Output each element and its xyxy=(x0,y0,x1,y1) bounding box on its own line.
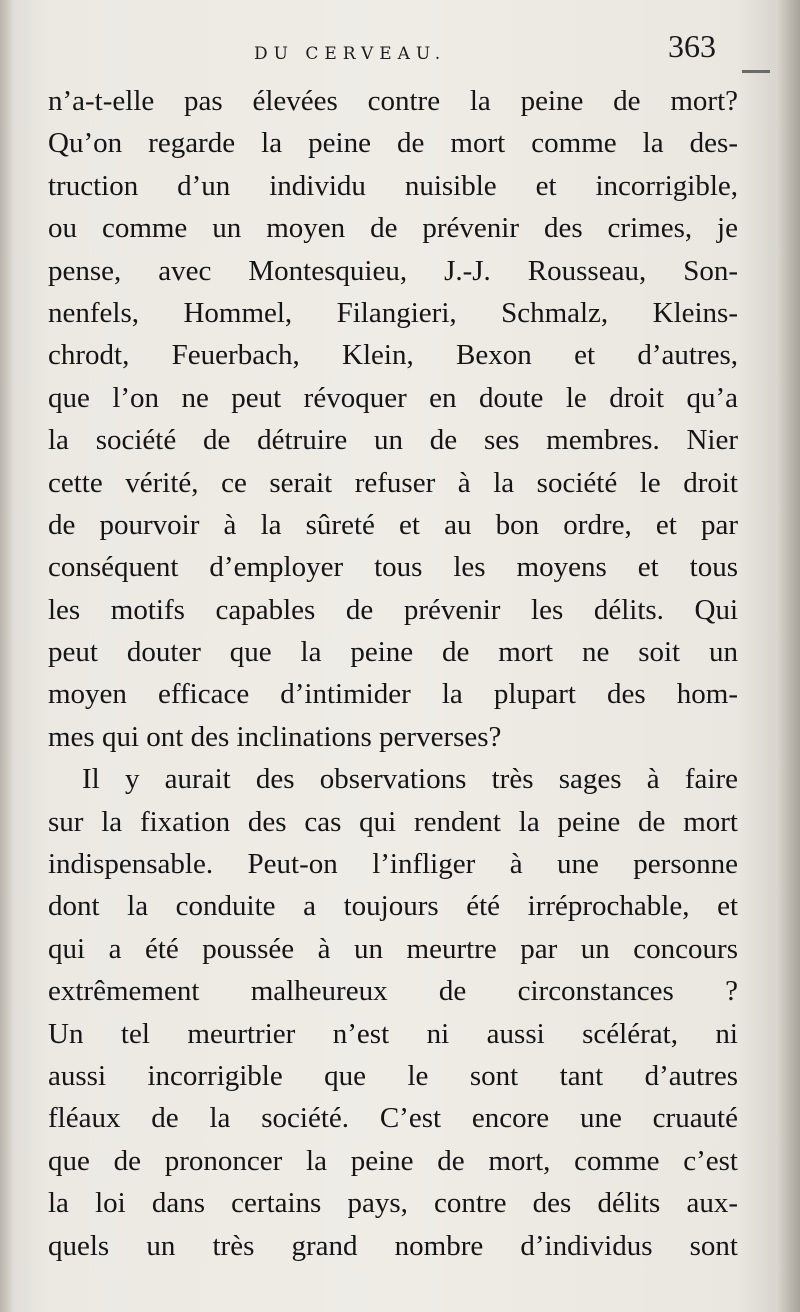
text-line: chrodt, Feuerbach, Klein, Bexon et d’autres, xyxy=(48,339,738,372)
text-line: n’a-t-elle pas élevées contre la peine de mort? xyxy=(48,85,738,117)
text-line: fléaux de la société. C’est encore une cruauté xyxy=(48,1102,738,1135)
margin-mark xyxy=(742,70,770,73)
text-line: Un tel meurtrier n’est ni aussi scélérat, ni xyxy=(48,1017,738,1050)
running-head: DU CERVEAU. xyxy=(254,44,447,64)
text-line: extrêmement malheureux de circonstances ? xyxy=(48,975,738,1008)
text-line: conséquent d’employer tous les moyens et tous xyxy=(48,551,738,584)
text-line: sur la fixation des cas qui rendent la peine de mort xyxy=(48,805,738,838)
body-text xyxy=(48,80,738,1267)
text-line: que l’on ne peut révoquer en doute le droit qu’a xyxy=(48,381,738,414)
text-line: indispensable. Peut-on l’infliger à une personne xyxy=(48,848,738,881)
text-line: aussi incorrigible que le sont tant d’autres xyxy=(48,1059,738,1092)
text-line: la loi dans certains pays, contre des délits aux- xyxy=(48,1187,738,1220)
text-line: que de prononcer la peine de mort, comme c’est xyxy=(48,1144,738,1177)
text-line: quels un très grand nombre d’individus sont xyxy=(48,1229,738,1262)
text-line: pense, avec Montesquieu, J.-J. Rousseau, Son- xyxy=(48,254,738,287)
text-line: qui a été poussée à un meurtre par un concours xyxy=(48,932,738,965)
text-line: Il y aurait des observations très sages à faire xyxy=(82,763,738,796)
text-line: mes qui ont des inclinations perverses? xyxy=(48,720,502,753)
text-line: ou comme un moyen de prévenir des crimes, je xyxy=(48,212,738,245)
text-line: les motifs capables de prévenir les délits. Qui xyxy=(48,593,738,626)
text-line: peut douter que la peine de mort ne soit un xyxy=(48,636,738,669)
page-number: 363 xyxy=(668,28,716,64)
text-line: nenfels, Hommel, Filangieri, Schmalz, Kleins- xyxy=(48,296,738,329)
text-line: la société de détruire un de ses membres. Nier xyxy=(48,424,738,457)
text-line: Qu’on regarde la peine de mort comme la des- xyxy=(48,127,738,160)
text-line: de pourvoir à la sûreté et au bon ordre, et par xyxy=(48,508,738,541)
text-line: moyen efficace d’intimider la plupart des hom- xyxy=(48,678,738,711)
text-line: truction d’un individu nuisible et incorrigible, xyxy=(48,169,738,202)
text-line: dont la conduite a toujours été irréprochable, et xyxy=(48,890,738,923)
text-line: cette vérité, ce serait refuser à la société le droit xyxy=(48,466,738,499)
